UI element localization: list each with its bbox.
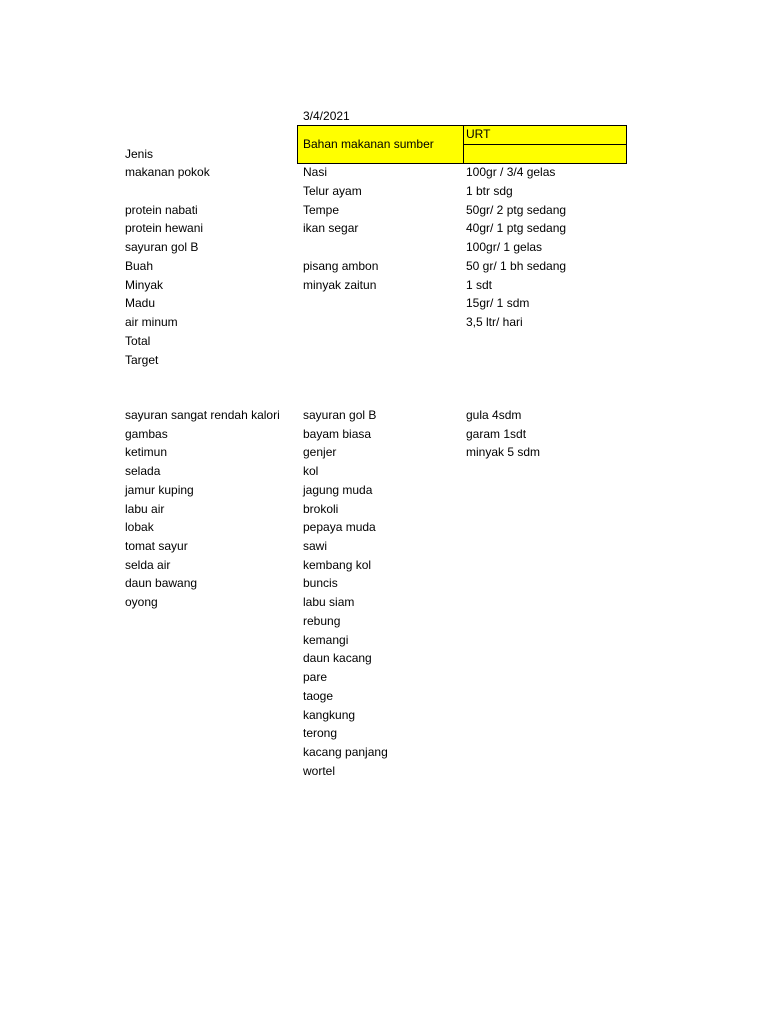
list-item: taoge xyxy=(303,689,334,703)
table-cell-col1: Minyak xyxy=(125,278,164,292)
list-item: selda air xyxy=(125,558,171,572)
list-item: bayam biasa xyxy=(303,427,372,441)
table-cell-col2: Nasi xyxy=(303,165,328,179)
list-item: jamur kuping xyxy=(125,483,194,497)
table-cell-col3: 100gr/ 1 gelas xyxy=(466,240,543,254)
list-item: labu siam xyxy=(303,595,355,609)
list-item: pare xyxy=(303,670,328,684)
list-item: terong xyxy=(303,726,338,740)
header-urt-label: URT xyxy=(466,127,491,141)
list-item: selada xyxy=(125,464,161,478)
list-item: sayuran sangat rendah kalori xyxy=(125,408,280,422)
list-item: brokoli xyxy=(303,502,339,516)
list-item: jagung muda xyxy=(303,483,373,497)
table-cell-col3: 1 sdt xyxy=(466,278,493,292)
header-cell-urt-empty xyxy=(463,144,627,164)
list-item: gambas xyxy=(125,427,168,441)
list-item: tomat sayur xyxy=(125,539,188,553)
table-cell-col3: 40gr/ 1 ptg sedang xyxy=(466,221,567,235)
table-cell-col3: 1 btr sdg xyxy=(466,184,513,198)
table-cell-col2: pisang ambon xyxy=(303,259,379,273)
header-cell-urt xyxy=(463,125,627,145)
list-item: rebung xyxy=(303,614,341,628)
list-item: oyong xyxy=(125,595,158,609)
list-item: kangkung xyxy=(303,708,356,722)
header-cell-bahan xyxy=(297,125,464,164)
list-item: kembang kol xyxy=(303,558,372,572)
table-cell-col2: Telur ayam xyxy=(303,184,362,198)
list-item: ketimun xyxy=(125,445,168,459)
list-item: buncis xyxy=(303,576,338,590)
date-cell: 3/4/2021 xyxy=(303,109,350,123)
table-cell-col1: protein nabati xyxy=(125,203,198,217)
table-cell-col1: makanan pokok xyxy=(125,165,210,179)
list-item: sayuran gol B xyxy=(303,408,377,422)
table-cell-col1: Madu xyxy=(125,296,156,310)
header-bahan-label: Bahan makanan sumber xyxy=(303,137,434,151)
table-cell-col1: Target xyxy=(125,353,159,367)
list-item: sawi xyxy=(303,539,328,553)
table-cell-col3: 3,5 ltr/ hari xyxy=(466,315,523,329)
list-item: genjer xyxy=(303,445,337,459)
list-item: lobak xyxy=(125,520,154,534)
list-item: labu air xyxy=(125,502,165,516)
list-item: daun kacang xyxy=(303,651,372,665)
table-cell-col1: protein hewani xyxy=(125,221,204,235)
jenis-label: Jenis xyxy=(125,147,154,161)
table-cell-col2: Tempe xyxy=(303,203,340,217)
table-cell-col1: Buah xyxy=(125,259,154,273)
table-cell-col3: 100gr / 3/4 gelas xyxy=(466,165,556,179)
list-item: gula 4sdm xyxy=(466,408,522,422)
list-item: kemangi xyxy=(303,633,349,647)
table-cell-col1: sayuran gol B xyxy=(125,240,199,254)
table-cell-col2: ikan segar xyxy=(303,221,359,235)
list-item: daun bawang xyxy=(125,576,198,590)
list-item: kacang panjang xyxy=(303,745,388,759)
table-cell-col2: minyak zaitun xyxy=(303,278,377,292)
list-item: wortel xyxy=(303,764,336,778)
table-cell-col3: 50gr/ 2 ptg sedang xyxy=(466,203,567,217)
list-item: pepaya muda xyxy=(303,520,376,534)
table-cell-col3: 50 gr/ 1 bh sedang xyxy=(466,259,567,273)
list-item: minyak 5 sdm xyxy=(466,445,541,459)
table-cell-col1: Total xyxy=(125,334,151,348)
table-cell-col3: 15gr/ 1 sdm xyxy=(466,296,530,310)
table-cell-col1: air minum xyxy=(125,315,178,329)
list-item: kol xyxy=(303,464,319,478)
list-item: garam 1sdt xyxy=(466,427,527,441)
